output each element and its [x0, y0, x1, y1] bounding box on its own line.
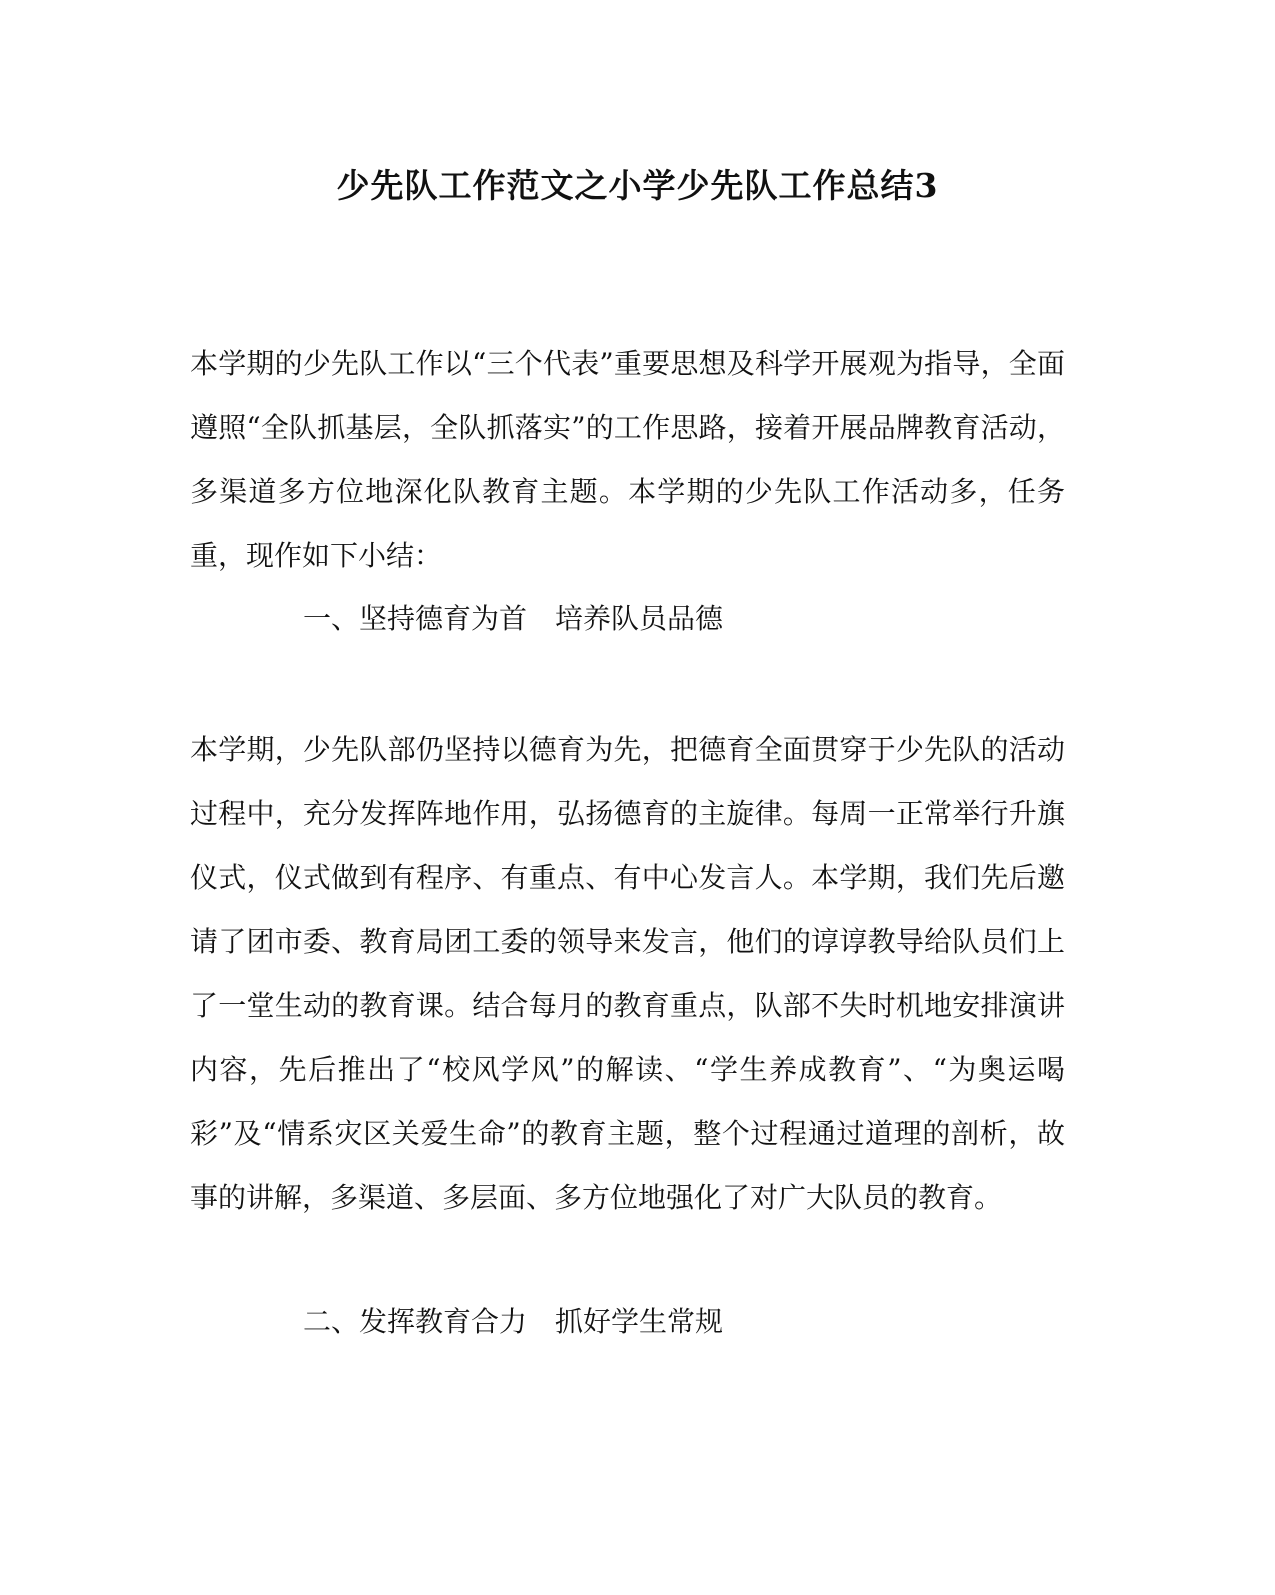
section-heading-1: 一、坚持德育为首 培养队员品德 [303, 602, 724, 635]
document-title: 少先队工作范文之小学少先队工作总结3 [336, 166, 939, 205]
intro-paragraph: 本学期的少先队工作以“三个代表”重要思想及科学开展观为指导，全面遵照“全队抓基层，全队抓落实”的工作思路，接着开展品牌教育活动，多渠道多方位地深化队教育主题。本学期的少先队工作活动多，任务重，现作如下小结： [190, 347, 1065, 572]
section-1-paragraph: 本学期，少先队部仍坚持以德育为先，把德育全面贯穿于少先队的活动过程中，充分发挥阵地作用，弘扬德育的主旋律。每周一正常举行升旗仪式，仪式做到有程序、有重点、有中心发言人。本学期，我们先后邀请了团市委、教育局团工委的领导来发言，他们的谆谆教导给队员们上了一堂生动的教育课。结合每月的教育重点，队部不失时机地安排演讲内容，先后推出了“校风学风”的解读、“学生养成教育”、“为奥运喝彩”及“情系灾区关爱生命”的教育主题，整个过程通过道理的剖析，故事的讲解，多渠道、多层面、多方位地强化了对广大队员的教育。 [190, 733, 1065, 1214]
section-heading-2: 二、发挥教育合力 抓好学生常规 [303, 1305, 724, 1338]
